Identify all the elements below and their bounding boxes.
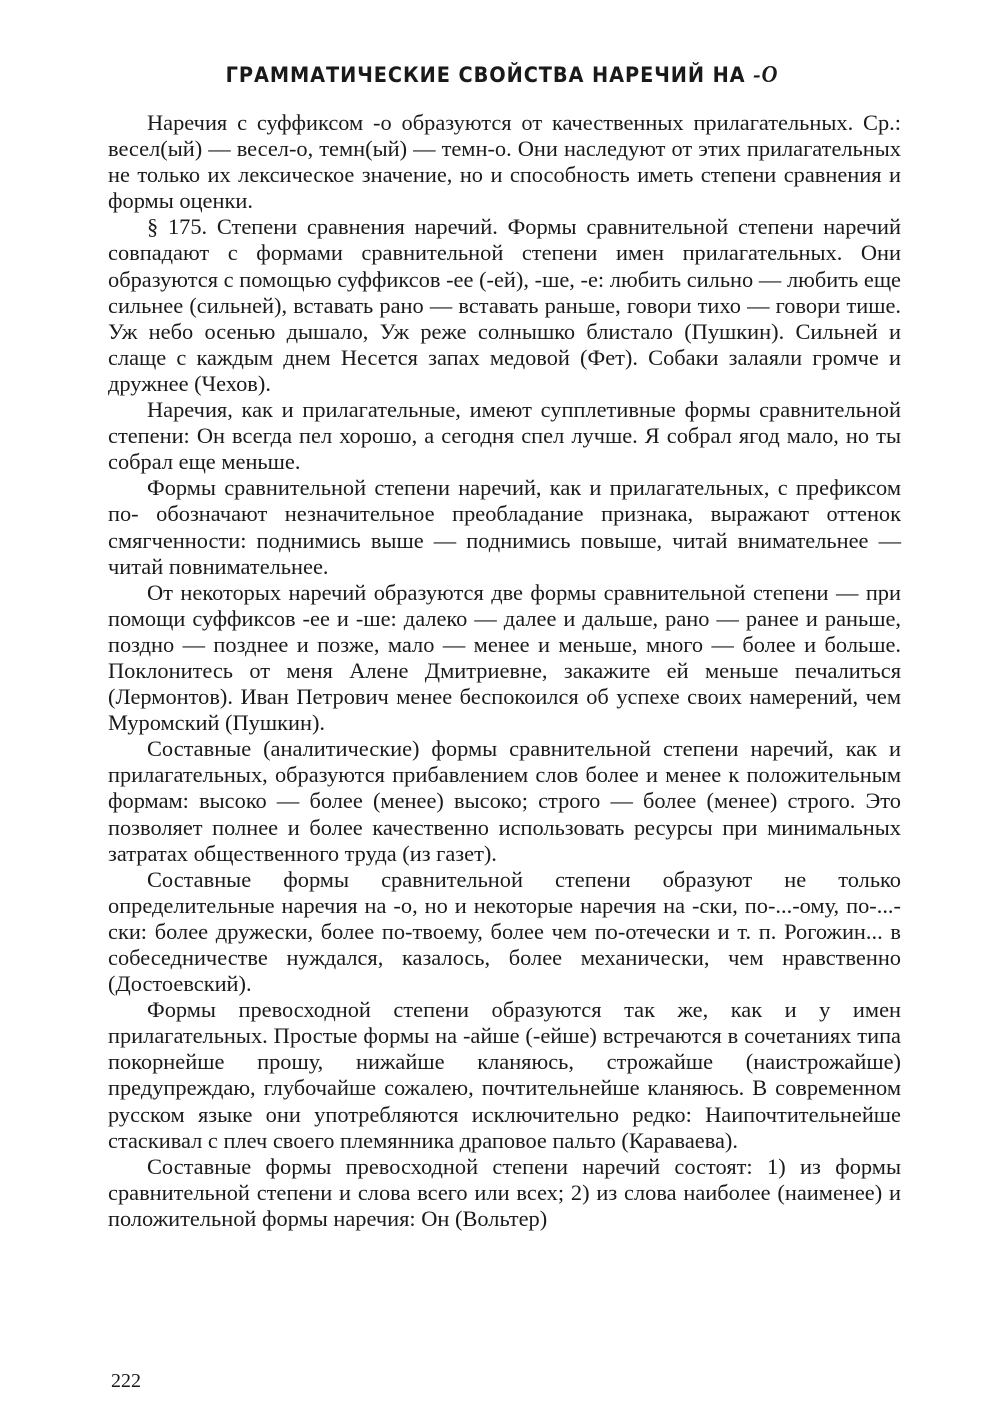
paragraph-6: Составные (аналитические) формы сравнительной степени наречий, как и прилагательных, образуются прибавлением слов более и менее к положительным формам: высоко — более (менее) высоко; строго — более (менее) строго. Это позволяет полнее и более качественно использовать ресурсы при минимальных затратах общественного труда (из газет). xyxy=(108,736,901,866)
paragraph-5: От некоторых наречий образуются две формы сравнительной степени — при помощи суффиксов -ее и -ше: далеко — далее и дальше, рано — ранее и раньше, поздно — позднее и позже, мало — менее и меньше, много — более и больше. Поклонитесь от меня Алене Дмитриевне, закажите ей меньше печалиться (Лермонтов). Иван Петрович менее беспокоился об успехе своих намерений, чем Муромский (Пушкин). xyxy=(108,579,901,736)
paragraph-1: Наречия с суффиксом -о образуются от качественных прилагательных. Ср.: весел(ый) — весел-о, темн(ый) — темн-о. Они наследуют от этих прилагательных не только их лексическое значение, но и способность иметь степени сравнения и формы оценки. xyxy=(108,110,901,214)
paragraph-9: Составные формы превосходной степени наречий состоят: 1) из формы сравнительной степени и слова всего или всех; 2) из слова наиболее (наименее) и положительной формы наречия: Он (Вольтер) xyxy=(108,1153,901,1231)
paragraph-3: Наречия, как и прилагательные, имеют супплетивные формы сравнительной степени: Он всегда пел хорошо, а сегодня спел лучше. Я собрал ягод мало, но ты собрал еще меньше. xyxy=(108,397,901,475)
page-number: 222 xyxy=(111,1370,141,1392)
paragraph-4: Формы сравнительной степени наречий, как и прилагательных, с префиксом по- обозначают незначительное преобладание признака, выражают оттенок смягченности: поднимись выше — поднимись повыше, читай внимательнее — читай повнимательнее. xyxy=(108,475,901,579)
paragraph-8: Формы превосходной степени образуются так же, как и у имен прилагательных. Простые формы на -айше (-ейше) встречаются в сочетаниях типа покорнейше прошу, нижайше кланяюсь, строжайше (наистрожайше) предупреждаю, глубочайше сожалею, почтительнейше кланяюсь. В современном русском языке они употребляются исключительно редко: Наипочтительнейше стаскивал с плеч своего племянника драповое пальто (Караваева). xyxy=(108,997,901,1153)
page-heading: ГРАММАТИЧЕСКИЕ СВОЙСТВА НАРЕЧИЙ НА -О xyxy=(225,62,779,88)
body-text xyxy=(108,110,901,1232)
paragraph-7: Составные формы сравнительной степени образуют не только определительные наречия на -о, но и некоторые наречия на -ски, по-...-ому, по-...-ски: более дружески, более по-твоему, более чем по-отечески и т. п. Рогожин... в собеседничестве нуждался, казалось, более механически, чем нравственно (Достоевский). xyxy=(108,866,901,997)
paragraph-2: § 175. Степени сравнения наречий. Формы сравнительной степени наречий совпадают с формами сравнительной степени имен прилагательных. Они образуются с помощью суффиксов -ее (-ей), -ше, -е: любить сильно — любить еще сильнее (сильней), вставать рано — вставать раньше, говори тихо — говори тише. Уж небо осенью дышало, Уж реже солнышко блистало (Пушкин). Сильней и слаще с каждым днем Несется запах медовой (Фет). Собаки залаяли громче и дружнее (Чехов). xyxy=(108,214,901,396)
